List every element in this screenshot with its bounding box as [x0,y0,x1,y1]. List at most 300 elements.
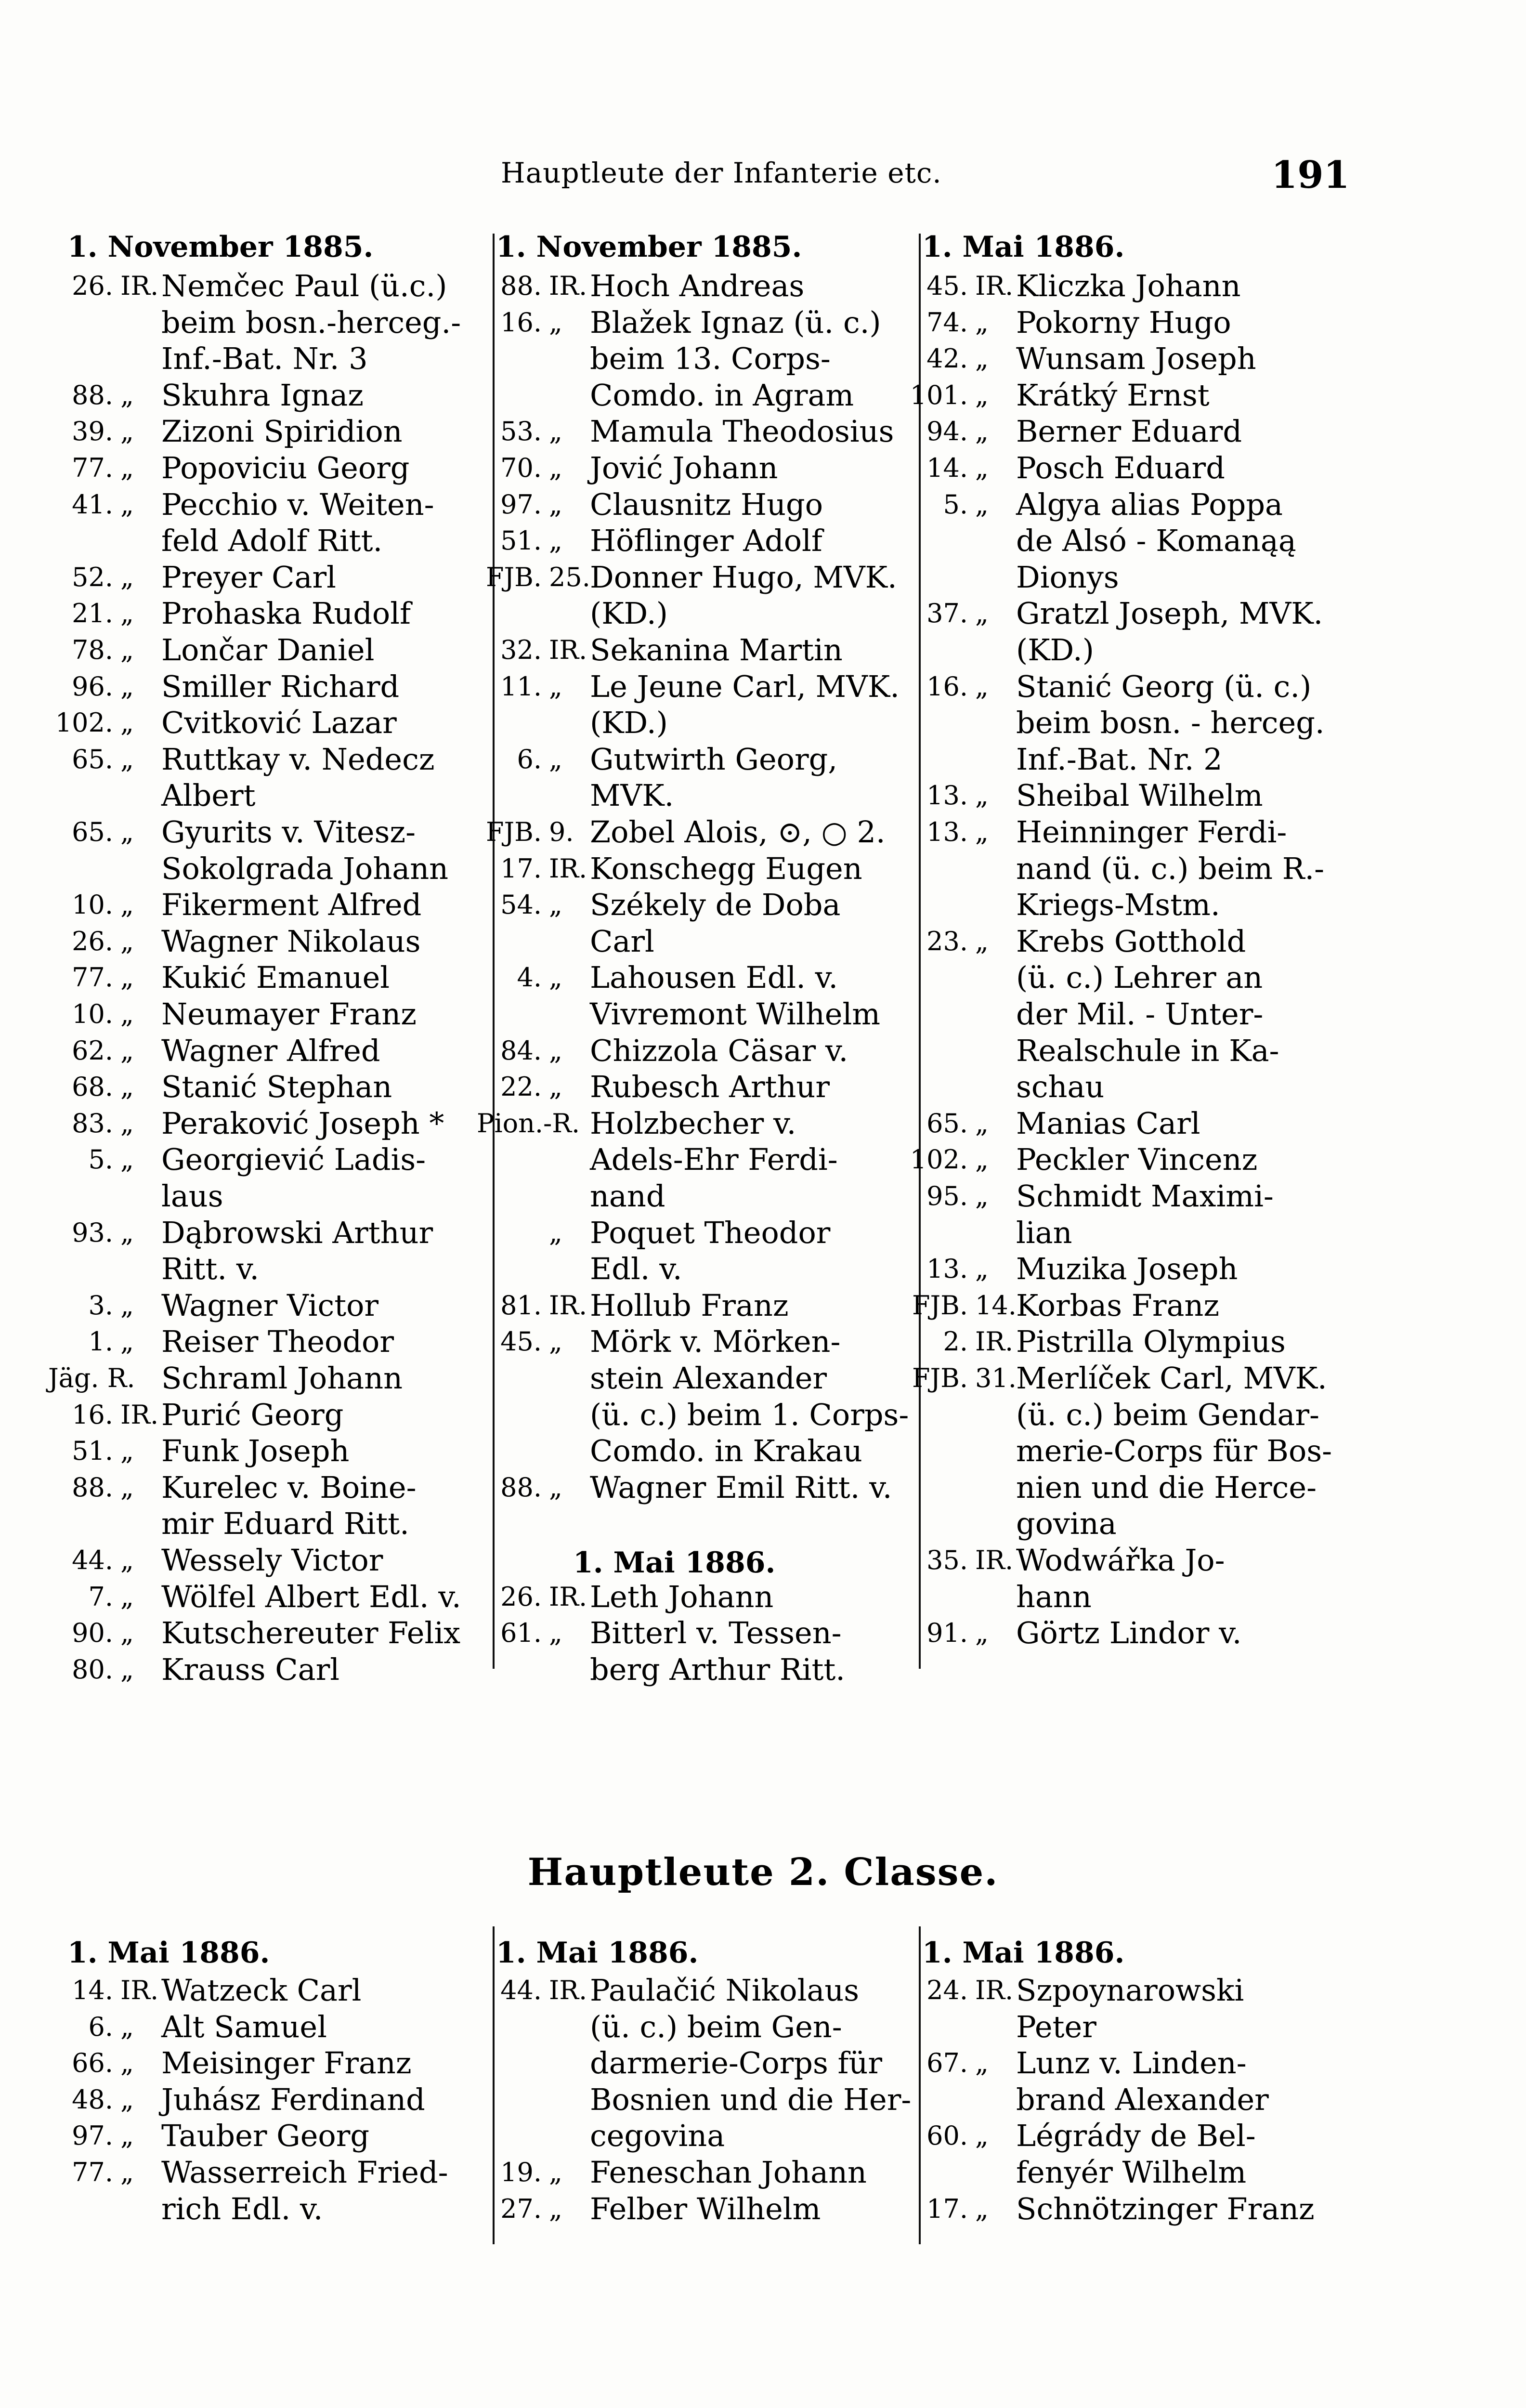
entry-name: Lunz v. Linden- [1016,2045,1247,2081]
entry-name: Carl [590,923,654,959]
entry-unit: „ [120,890,134,920]
entry-name: Peckler Vincenz [1016,1142,1258,1178]
entry-unit: „ [120,1472,134,1503]
entry-name: Edl. v. [590,1251,682,1287]
entry-unit: „ [120,707,134,738]
entry-name: lian [1016,1215,1072,1250]
entry-name: Pokorny Hugo [1016,304,1231,340]
entry-number: 17. [926,2193,968,2224]
entry-number: 41. [72,489,113,520]
entry-name: Korbas Franz [1016,1287,1220,1323]
entry-name: Wasserreich Fried- [161,2155,448,2190]
entry-name: Muzika Joseph [1016,1251,1238,1287]
entry-number: 77. [72,2157,113,2187]
entry-name: Alt Samuel [161,2009,327,2044]
entry-unit: „ [975,1181,989,1211]
entry-number: 6. [517,744,542,774]
entry-name: Paulačić Nikolaus [590,1973,860,2008]
entry-name: Kriegs-Mstm. [1016,887,1220,923]
entry-name: stein Alexander [590,1361,827,1396]
entry-number: 88. [500,1472,542,1503]
entry-number: 37. [926,598,968,629]
entry-unit: „ [120,1654,134,1685]
entry-number: 52. [72,562,113,592]
entry-name: Ruttkay v. Nedecz [161,741,435,777]
entry-name: Stanić Stephan [161,1069,392,1105]
entry-number: 81. [500,1290,542,1321]
entry-number: 48. [72,2084,113,2115]
entry-unit: IR. [975,271,1014,301]
entry-unit: „ [120,2157,134,2187]
entry-unit: „ [120,1072,134,1102]
entry-name: Schraml Johann [161,1361,403,1396]
entry-name: Donner Hugo, MVK. [590,559,897,595]
entry-name: Mamula Theodosius [590,414,894,449]
entry-name: (ü. c.) Lehrer an [1016,960,1263,995]
entry-unit: „ [975,671,989,702]
entry-name: Prohaska Rudolf [161,596,411,631]
entry-name: Sheibal Wilhelm [1016,778,1263,813]
entry-name: Dąbrowski Arthur [161,1215,433,1250]
entry-number: 67. [926,2048,968,2079]
entry-number: FJB. [486,817,542,847]
entry-name: cegovina [590,2118,725,2154]
entry-unit: „ [549,671,562,702]
entry-number: 70. [500,453,542,483]
entry-name: Légrády de Bel- [1016,2118,1256,2154]
entry-unit: IR. [120,1975,159,2005]
entry-unit: IR. [549,1290,587,1321]
entry-unit: „ [120,2048,134,2079]
entry-name: Mörk v. Mörken- [590,1324,841,1360]
entry-number: 32. [500,635,542,665]
entry-name: Krebs Gotthold [1016,923,1246,959]
entry-number: 78. [72,635,113,665]
entry-unit: „ [120,671,134,702]
entry-number: 1. [88,1326,113,1357]
entry-unit: „ [120,2120,134,2151]
entry-name: feld Adolf Ritt. [161,523,383,559]
entry-unit: „ [975,489,989,520]
entry-name: Leth Johann [590,1579,774,1614]
entry-number: 83. [72,1108,113,1139]
entry-unit: „ [975,817,989,847]
entry-name: Höflinger Adolf [590,523,822,559]
entry-name: Sokolgrada Johann [161,851,449,886]
entry-unit: IR. [549,1975,587,2005]
entry-number: 14. [72,1975,113,2005]
entry-name: laus [161,1178,223,1214]
entry-number: 11. [500,671,542,702]
entry-number: 62. [72,1035,113,1066]
entry-unit: „ [975,343,989,374]
entry-unit: „ [975,307,989,338]
entry-number: 74. [926,307,968,338]
entry-unit: „ [120,926,134,956]
entry-number: 51. [500,525,542,556]
entry-name: Neumayer Franz [161,996,417,1032]
entry-number: 66. [72,2048,113,2079]
entry-unit: „ [549,307,562,338]
entry-number: 54. [500,890,542,920]
entry-name: Görtz Lindor v. [1016,1615,1242,1651]
entry-number: 45. [500,1326,542,1357]
entry-name: Kukić Emanuel [161,960,390,995]
entry-name: Smiller Richard [161,668,400,704]
entry-name: Realschule in Ka- [1016,1033,1279,1068]
entry-name: Konschegg Eugen [590,851,862,886]
entry-number: 2. [943,1326,968,1357]
entry-name: Algya alias Poppa [1016,486,1283,522]
entry-unit: 9. [549,817,574,847]
entry-number: 10. [72,999,113,1029]
entry-name: MVK. [590,778,674,813]
entry-name: Holzbecher v. [590,1105,796,1141]
entry-unit: „ [549,890,562,920]
entry-unit: „ [975,2048,989,2079]
entry-number: 65. [926,1108,968,1139]
entry-number: 3. [88,1290,113,1321]
entry-unit: IR. [549,635,587,665]
entry-number: 5. [88,1144,113,1175]
entry-name: (KD.) [1016,632,1094,667]
entry-unit: „ [549,1472,562,1503]
entry-unit: „ [975,1618,989,1649]
entry-number: 5. [943,489,968,520]
entry-number: 90. [72,1618,113,1649]
entry-number: 88. [72,380,113,410]
entry-name: Reiser Theodor [161,1324,394,1360]
entry-name: Funk Joseph [161,1433,350,1469]
entry-number: 19. [500,2157,542,2187]
entry-name: Wessely Victor [161,1543,383,1578]
entry-unit: „ [549,1217,562,1248]
running-header: Hauptleute der Infanterie etc. [501,157,942,189]
entry-name: rich Edl. v. [161,2191,323,2226]
entry-unit: „ [120,489,134,520]
entry-number: 39. [72,416,113,447]
entry-name: Lončar Daniel [161,632,375,667]
entry-unit: „ [120,1581,134,1612]
entry-name: beim 13. Corps- [590,341,831,377]
entry-name: Blažek Ignaz (ü. c.) [590,304,881,340]
entry-unit: „ [120,562,134,592]
entry-unit: „ [120,1618,134,1649]
page-number: 191 [1271,153,1350,197]
entry-unit: „ [120,962,134,993]
entry-name: Poquet Theodor [590,1215,831,1250]
section-title: Hauptleute 2. Classe. [527,1850,999,1894]
entry-name: Wunsam Joseph [1016,341,1256,377]
entry-number: 44. [500,1975,542,2005]
entry-unit: „ [549,1618,562,1649]
column-heading: 1. November 1885. [67,230,374,264]
entry-number: 16. [72,1399,113,1430]
entry-unit: „ [120,1217,134,1248]
entry-unit: 25. [549,562,590,592]
entry-number: 21. [72,598,113,629]
entry-unit: „ [120,635,134,665]
sub-heading: 1. Mai 1886. [573,1546,776,1580]
entry-name: (KD.) [590,705,668,741]
column-heading: 1. Mai 1886. [496,1936,699,1970]
entry-unit: IR. [975,1326,1014,1357]
entry-name: Heinninger Ferdi- [1016,814,1287,850]
entry-name: hann [1016,1579,1092,1614]
column-heading: 1. Mai 1886. [922,1936,1125,1970]
entry-number: 77. [72,453,113,483]
entry-unit: „ [975,1254,989,1284]
entry-name: Juhász Ferdinand [161,2081,425,2117]
entry-unit: IR. [975,1975,1014,2005]
entry-name: beim bosn. - herceg. [1016,705,1325,741]
entry-number: 65. [72,744,113,774]
entry-name: Szpoynarowski [1016,1973,1244,2008]
entry-name: merie-Corps für Bos- [1016,1433,1332,1469]
entry-number: 24. [926,1975,968,2005]
entry-name: Inf.-Bat. Nr. 3 [161,341,368,377]
entry-number: 88. [72,1472,113,1503]
entry-name: (KD.) [590,596,668,631]
entry-name: Hollub Franz [590,1287,789,1323]
column-heading: 1. Mai 1886. [67,1936,270,1970]
entry-name: Meisinger Franz [161,2045,412,2081]
entry-name: schau [1016,1069,1105,1105]
entry-unit: „ [120,380,134,410]
entry-name: Georgiević Ladis- [161,1142,426,1178]
entry-name: Preyer Carl [161,559,336,595]
entry-name: Wagner Alfred [161,1033,380,1068]
entry-name: Székely de Doba [590,887,841,923]
entry-unit: „ [975,380,989,410]
entry-number: 102. [55,707,113,738]
entry-unit: „ [120,453,134,483]
entry-name: Inf.-Bat. Nr. 2 [1016,741,1223,777]
entry-unit: „ [975,2193,989,2224]
entry-name: Chizzola Cäsar v. [590,1033,848,1068]
entry-name: Dionys [1016,559,1119,595]
entry-unit: „ [975,598,989,629]
entry-name: berg Arthur Ritt. [590,1651,845,1687]
entry-name: Albert [161,778,256,813]
entry-name: Gratzl Joseph, MVK. [1016,596,1323,631]
entry-number: 35. [926,1545,968,1575]
entry-name: Tauber Georg [161,2118,370,2154]
entry-name: Jović Johann [590,450,778,485]
entry-number: 93. [72,1217,113,1248]
entry-name: Gyurits v. Vitesz- [161,814,416,850]
entry-number: 4. [517,962,542,993]
entry-number: 102. [910,1144,968,1175]
entry-unit: „ [975,1108,989,1139]
entry-name: Clausnitz Hugo [590,486,823,522]
entry-name: Stanić Georg (ü. c.) [1016,668,1312,704]
entry-name: Le Jeune Carl, MVK. [590,668,900,704]
entry-number: 26. [72,271,113,301]
entry-unit: IR. [549,1581,587,1612]
entry-name: nien und die Herce- [1016,1469,1317,1505]
entry-unit: „ [549,1035,562,1066]
entry-name: govina [1016,1506,1117,1542]
entry-name: Feneschan Johann [590,2155,867,2190]
entry-name: Pecchio v. Weiten- [161,486,434,522]
entry-number: 42. [926,343,968,374]
entry-number: 91. [926,1618,968,1649]
entry-unit: „ [549,744,562,774]
entry-name: Schmidt Maximi- [1016,1178,1274,1214]
entry-name: Rubesch Arthur [590,1069,830,1105]
entry-name: Wölfel Albert Edl. v. [161,1579,461,1614]
entry-name: Wodwářka Jo- [1016,1543,1225,1578]
entry-name: Comdo. in Agram [590,377,854,413]
entry-name: Kurelec v. Boine- [161,1469,417,1505]
entry-number: 7. [88,1581,113,1612]
entry-unit: „ [120,2084,134,2115]
entry-name: brand Alexander [1016,2081,1269,2117]
entry-number: 97. [72,2120,113,2151]
column-heading: 1. November 1885. [496,230,802,264]
entry-unit: 14. [975,1290,1017,1321]
entry-name: Zizoni Spiridion [161,414,403,449]
entry-number: 84. [500,1035,542,1066]
entry-name: Wagner Emil Ritt. v. [590,1469,892,1505]
entry-unit: IR. [120,271,159,301]
entry-unit: IR. [549,271,587,301]
entry-unit: „ [975,1144,989,1175]
entry-number: 101. [910,380,968,410]
entry-name: Posch Eduard [1016,450,1225,485]
entry-number: 45. [926,271,968,301]
entry-unit: „ [120,1436,134,1466]
entry-unit: IR. [975,1545,1014,1575]
entry-name: Kutschereuter Felix [161,1615,461,1651]
entry-number: 6. [88,2011,113,2042]
entry-name: Peraković Joseph * [161,1105,444,1141]
entry-name: (ü. c.) beim 1. Corps- [590,1397,909,1432]
entry-name: Adels-Ehr Ferdi- [590,1142,838,1178]
entry-name: Watzeck Carl [161,1973,362,2008]
entry-number: 97. [500,489,542,520]
entry-name: Wagner Victor [161,1287,379,1323]
entry-unit: „ [120,744,134,774]
entry-name: Pistrilla Olympius [1016,1324,1286,1360]
entry-name: beim bosn.-herceg.- [161,304,461,340]
entry-name: Sekanina Martin [590,632,843,667]
entry-name: Lahousen Edl. v. [590,960,838,995]
entry-unit: „ [549,962,562,993]
entry-unit: „ [120,1326,134,1357]
entry-number: FJB. [486,562,542,592]
entry-name: Popoviciu Georg [161,450,410,485]
entry-number: 88. [500,271,542,301]
entry-name: nand (ü. c.) beim R.- [1016,851,1325,886]
entry-number: 13. [926,780,968,811]
entry-unit: „ [549,1072,562,1102]
entry-number: 94. [926,416,968,447]
entry-unit: „ [549,525,562,556]
entry-number: 61. [500,1618,542,1649]
entry-number: 10. [72,890,113,920]
entry-name: de Alsó - Komanąą [1016,523,1296,559]
entry-name: Ritt. v. [161,1251,260,1287]
entry-name: Purić Georg [161,1397,344,1432]
entry-name: Bitterl v. Tessen- [590,1615,842,1651]
entry-number: 53. [500,416,542,447]
entry-name: Krátký Ernst [1016,377,1210,413]
entry-unit: „ [975,780,989,811]
entry-name: Bosnien und die Her- [590,2081,912,2117]
entry-name: Felber Wilhelm [590,2191,821,2226]
entry-number: 13. [926,1254,968,1284]
entry-number: 77. [72,962,113,993]
entry-unit: 31. [975,1363,1017,1393]
entry-name: Manias Carl [1016,1105,1200,1141]
entry-number: 26. [500,1581,542,1612]
entry-name: Skuhra Ignaz [161,377,364,413]
entry-unit: „ [120,416,134,447]
entry-number: 60. [926,2120,968,2151]
entry-number: Pion.-R. [477,1108,580,1139]
entry-name: Gutwirth Georg, [590,741,838,777]
entry-number: 26. [72,926,113,956]
entry-unit: IR. [120,1399,159,1430]
entry-unit: „ [975,926,989,956]
entry-unit: „ [975,2120,989,2151]
entry-unit: „ [120,2011,134,2042]
entry-unit: IR. [549,853,587,884]
entry-unit: „ [120,598,134,629]
entry-name: Merlíček Carl, MVK. [1016,1361,1327,1396]
entry-name: mir Eduard Ritt. [161,1506,409,1542]
entry-name: Wagner Nikolaus [161,923,421,959]
entry-unit: „ [549,453,562,483]
entry-number: 51. [72,1436,113,1466]
entry-number: 13. [926,817,968,847]
entry-number: 14. [926,453,968,483]
entry-unit: „ [120,1035,134,1066]
entry-name: Kliczka Johann [1016,268,1241,303]
entry-unit: „ [120,1108,134,1139]
entry-number: 68. [72,1072,113,1102]
entry-name: Hoch Andreas [590,268,805,303]
entry-unit: „ [549,416,562,447]
entry-name: Vivremont Wilhelm [590,996,881,1032]
entry-number: FJB. [912,1363,968,1393]
entry-unit: „ [549,489,562,520]
entry-number: FJB. [912,1290,968,1321]
entry-number: 27. [500,2193,542,2224]
entry-name: Nemčec Paul (ü.c.) [161,268,447,303]
entry-number: 95. [926,1181,968,1211]
entry-unit: „ [549,1326,562,1357]
entry-number: 23. [926,926,968,956]
entry-name: Comdo. in Krakau [590,1433,862,1469]
entry-number: 44. [72,1545,113,1575]
entry-number: 80. [72,1654,113,1685]
entry-name: Schnötzinger Franz [1016,2191,1315,2226]
entry-name: Cvitković Lazar [161,705,397,741]
entry-name: Berner Eduard [1016,414,1242,449]
entry-name: Krauss Carl [161,1651,340,1687]
column-heading: 1. Mai 1886. [922,230,1125,264]
entry-name: (ü. c.) beim Gendar- [1016,1397,1319,1432]
entry-unit: „ [120,1545,134,1575]
entry-number: 65. [72,817,113,847]
entry-unit: „ [120,817,134,847]
entry-number: 16. [926,671,968,702]
entry-unit: „ [975,453,989,483]
entry-unit: „ [549,2157,562,2187]
